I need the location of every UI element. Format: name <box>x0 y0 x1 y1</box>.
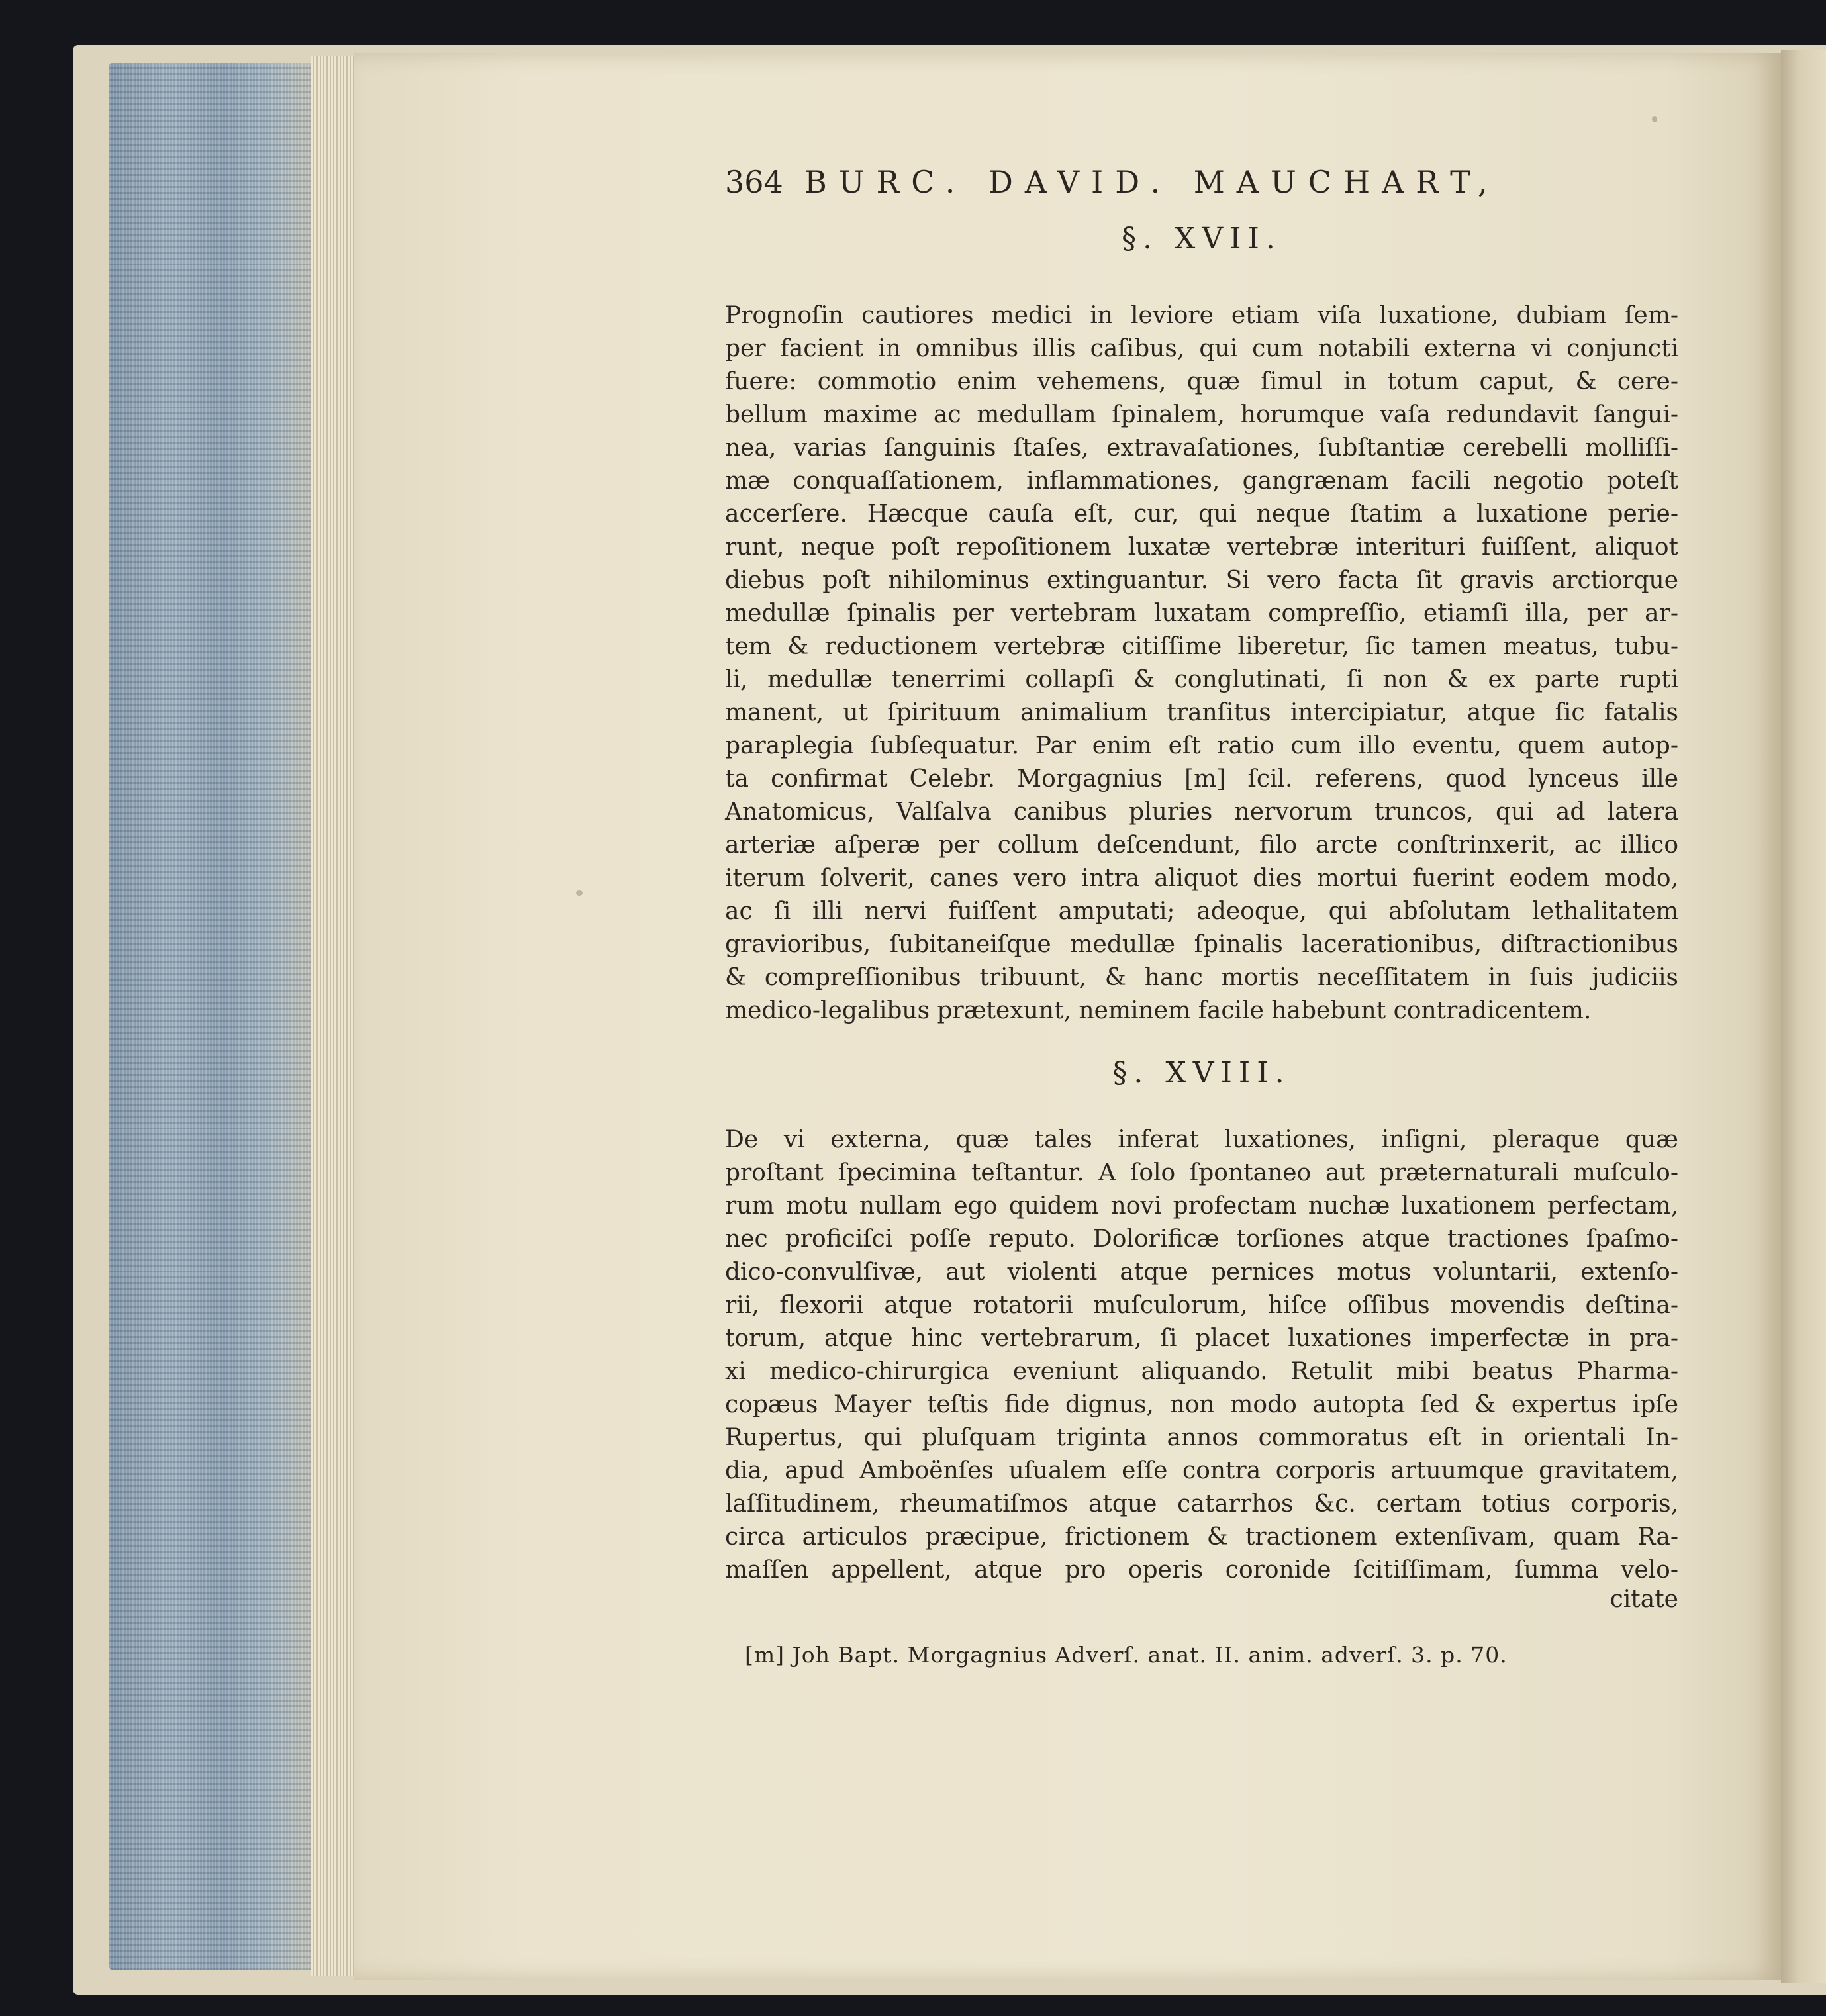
text-line: li, medullæ tenerrimi collapſi & conglutinati, ſi non & ex parte rupti <box>725 666 1678 693</box>
text-line: manent, ut ſpirituum animalium tranſitus intercipiatur, atque ſic fatalis <box>725 699 1678 726</box>
text-line: xi medico-chirurgica eveniunt aliquando. Retulit mibi beatus Pharma- <box>725 1358 1678 1385</box>
sprinkled-fore-edge <box>109 63 314 1970</box>
text-line: & compreſſionibus tribuunt, & hanc mortis neceſſitatem in ſuis judiciis <box>725 964 1678 991</box>
text-line: ac ſi illi nervi fuiſſent amputati; adeoque, qui abſolutam lethalitatem <box>725 898 1678 925</box>
running-head <box>725 164 1678 211</box>
text-line: paraplegia ſubſequatur. Par enim eſt ratio cum illo eventu, quem autop- <box>725 732 1678 759</box>
text-line: proſtant ſpecimina teſtantur. A ſolo ſpontaneo aut præternaturali muſculo- <box>725 1159 1678 1186</box>
text-line: torum, atque hinc vertebrarum, ſi placet luxationes imperfectæ in pra- <box>725 1325 1678 1352</box>
paper-spot <box>576 890 583 896</box>
section-heading-xviii: §. XVIII. <box>1112 1056 1291 1090</box>
page-number: 364 <box>725 164 783 200</box>
text-line: ta confirmat Celebr. Morgagnius [m] ſcil. referens, quod lynceus ille <box>725 765 1678 792</box>
text-line: rum motu nullam ego quidem novi profectam nuchæ luxationem perfectam, <box>725 1192 1678 1220</box>
text-line: Rupertus, qui pluſquam triginta annos commoratus eſt in orientali In- <box>725 1424 1678 1451</box>
footnote: [m] Joh Bapt. Morgagnius Adverſ. anat. II. anim. adverſ. 3. p. 70. <box>745 1642 1508 1668</box>
catchword: citate <box>1610 1586 1678 1613</box>
text-line: runt, neque poſt repoſitionem luxatæ vertebræ interituri fuiſſent, aliquot <box>725 534 1678 561</box>
text-line: maſſen appellent, atque pro operis coronide ſcitiſſimam, ſumma velo- <box>725 1557 1678 1584</box>
facing-page-edge <box>1781 50 1826 1983</box>
running-head-title: BURC. DAVID. MAUCHART, <box>804 164 1500 200</box>
text-line: medico-legalibus prætexunt, neminem facile habebunt contradicentem. <box>725 997 1592 1024</box>
text-line: De vi externa, quæ tales inferat luxationes, inſigni, pleraque quæ <box>725 1126 1678 1153</box>
section-heading-xvii: §. XVII. <box>1122 222 1282 256</box>
text-line: dico-convulſivæ, aut violenti atque pernices motus voluntarii, extenſo- <box>725 1259 1678 1286</box>
text-line: accerſere. Hæcque cauſa eſt, cur, qui neque ſtatim a luxatione perie- <box>725 501 1678 528</box>
page-stack-edges <box>311 56 358 1976</box>
text-line: dia, apud Amboënſes uſualem eſſe contra corporis artuumque gravitatem, <box>725 1457 1678 1484</box>
text-line: iterum ſolverit, canes vero intra aliquot dies mortui fuerint eodem modo, <box>725 865 1678 892</box>
text-line: medullæ ſpinalis per vertebram luxatam compreſſio, etiamſi illa, per ar- <box>725 600 1678 627</box>
text-line: bellum maxime ac medullam ſpinalem, horumque vaſa redundavit ſangui- <box>725 401 1678 428</box>
text-line: Anatomicus, Valſalva canibus pluries nervorum truncos, qui ad latera <box>725 798 1678 826</box>
text-line: rii, flexorii atque rotatorii muſculorum, hiſce oſſibus movendis deſtina- <box>725 1292 1678 1319</box>
text-line: laſſitudinem, rheumatiſmos atque catarrhos &c. certam totius corporis, <box>725 1490 1678 1517</box>
text-line: mæ conquaſſationem, inflammationes, gangrænam facili negotio poteſt <box>725 467 1678 495</box>
text-line: nea, varias ſanguinis ſtaſes, extravaſationes, ſubſtantiæ cerebelli molliſſi- <box>725 434 1678 461</box>
text-line: fuere: commotio enim vehemens, quæ ſimul in totum caput, & cere- <box>725 368 1678 395</box>
text-line: per facient in omnibus illis caſibus, qui cum notabili externa vi conjuncti <box>725 335 1678 362</box>
text-line: copæus Mayer teſtis fide dignus, non modo autopta ſed & expertus ipſe <box>725 1391 1678 1418</box>
text-line: Prognoſin cautiores medici in leviore etiam viſa luxatione, dubiam ſem- <box>725 302 1678 329</box>
text-line: arteriæ aſperæ per collum deſcendunt, filo arcte conſtrinxerit, ac illico <box>725 832 1678 859</box>
paper-spot <box>1652 116 1657 122</box>
text-line: nec proficiſci poſſe reputo. Dolorificæ torſiones atque tractiones ſpaſmo- <box>725 1225 1678 1253</box>
text-line: tem & reductionem vertebræ citiſſime liberetur, ſic tamen meatus, tubu- <box>725 633 1678 660</box>
text-line: diebus poſt nihilominus extinguantur. Si vero facta ſit gravis arctiorque <box>725 567 1678 594</box>
text-line: circa articulos præcipue, frictionem & tractionem extenſivam, quam Ra- <box>725 1523 1678 1551</box>
text-line: gravioribus, ſubitaneiſque medullæ ſpinalis lacerationibus, diſtractionibus <box>725 931 1678 958</box>
